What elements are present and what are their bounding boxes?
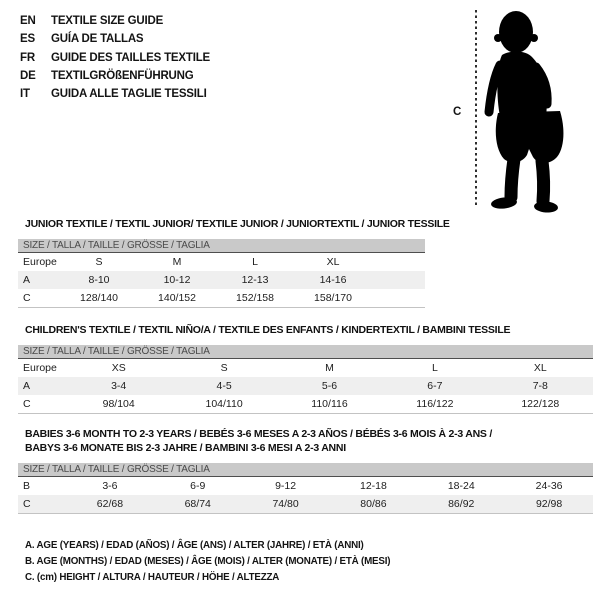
cell-value: 6-9 xyxy=(190,480,206,492)
cell-value: 5-6 xyxy=(321,380,338,392)
cell-value: XL xyxy=(533,362,547,374)
footnote: C. (cm) HEIGHT / ALTURA / HAUTEUR / HÖHE / ALTEZZA xyxy=(25,572,280,583)
row-label: A xyxy=(23,380,31,392)
cell-value: 128/140 xyxy=(80,292,118,304)
cell-value: M xyxy=(172,256,182,268)
cell-value: 86/92 xyxy=(448,498,475,510)
footnote: B. AGE (MONTHS) / EDAD (MESES) / ÂGE (MOIS) / ALTER (MONATE) / ETÀ (MESI) xyxy=(25,556,391,567)
cell-value: 62/68 xyxy=(96,498,124,510)
table-rows xyxy=(18,253,425,308)
language-title: TEXTILE SIZE GUIDE xyxy=(51,15,164,27)
height-measure-dashed-line xyxy=(475,10,477,208)
cell-value: 3-6 xyxy=(102,480,118,492)
footnote: A. AGE (YEARS) / EDAD (AÑOS) / ÂGE (ANS) / ALTER (JAHRE) / ETÀ (ANNI) xyxy=(25,540,364,551)
table-row xyxy=(18,495,593,513)
section-title: JUNIOR TEXTILE / TEXTIL JUNIOR/ TEXTILE JUNIOR / JUNIORTEXTIL / JUNIOR TESSILE xyxy=(25,218,450,230)
cell-value: 92/98 xyxy=(535,498,563,510)
language-code: FR xyxy=(20,51,35,64)
cell-value: 68/74 xyxy=(184,498,211,510)
cell-value: 98/104 xyxy=(102,398,135,410)
section-title: CHILDREN'S TEXTILE / TEXTIL NIÑO/A / TEXTILE DES ENFANTS / KINDERTEXTIL / BAMBINI TESSILE xyxy=(25,324,511,336)
language-row xyxy=(20,30,210,48)
language-row xyxy=(20,49,210,67)
language-title: GUÍA DE TALLAS xyxy=(51,33,144,46)
cell-value: XL xyxy=(326,256,340,268)
table-row xyxy=(18,395,593,413)
height-measure-label: C xyxy=(453,106,462,118)
baby-silhouette-icon xyxy=(484,9,569,214)
footnotes xyxy=(25,538,390,586)
size-header-bar: SIZE / TALLA / TAILLE / GRÖSSE / TAGLIA xyxy=(18,463,593,477)
cell-value: 9-12 xyxy=(275,480,297,492)
cell-value: 3-4 xyxy=(111,380,127,392)
cell-value: 140/152 xyxy=(158,292,196,304)
cell-value: 152/158 xyxy=(236,292,274,304)
filler-cell xyxy=(372,271,425,289)
language-title: TEXTILGRÖßENFÜHRUNG xyxy=(51,69,194,82)
cell-value: 8-10 xyxy=(88,274,110,286)
cell-value: 122/128 xyxy=(521,398,560,410)
row-label: B xyxy=(23,480,31,492)
language-row xyxy=(20,67,210,85)
cell-value: S xyxy=(95,256,103,268)
cell-value: 4-5 xyxy=(216,380,232,392)
table-rows xyxy=(18,359,593,414)
filler-cell xyxy=(372,253,425,271)
table-rows xyxy=(18,477,593,514)
cell-value: 7-8 xyxy=(532,380,548,392)
section-title: BABYS 3-6 MONATE BIS 2-3 JAHRE / BAMBINI 3-6 MESI A 2-3 ANNI xyxy=(25,442,346,454)
cell-value: 104/110 xyxy=(205,398,243,410)
baby-figure-area xyxy=(450,6,596,214)
table-row xyxy=(18,477,593,495)
row-label: Europe xyxy=(23,256,57,268)
size-tables xyxy=(18,217,596,514)
language-code: ES xyxy=(20,33,35,46)
language-title: GUIDE DES TAILLES TEXTILE xyxy=(51,51,210,64)
language-code: DE xyxy=(20,69,36,82)
row-label: C xyxy=(23,498,31,510)
size-section-junior xyxy=(18,217,596,308)
cell-value: 12-18 xyxy=(359,480,387,492)
table-row xyxy=(18,289,425,307)
row-label: C xyxy=(23,292,31,304)
size-header-bar: SIZE / TALLA / TAILLE / GRÖSSE / TAGLIA xyxy=(18,239,425,253)
language-header xyxy=(20,12,210,103)
cell-value: 74/80 xyxy=(272,498,299,510)
cell-value: 14-16 xyxy=(319,274,347,286)
row-label: Europe xyxy=(23,362,57,374)
size-header-bar: SIZE / TALLA / TAILLE / GRÖSSE / TAGLIA xyxy=(18,345,593,359)
table-row xyxy=(18,359,593,377)
language-title: GUIDA ALLE TAGLIE TESSILI xyxy=(51,88,207,101)
cell-value: 6-7 xyxy=(427,380,443,392)
cell-value: XS xyxy=(111,362,126,374)
table-row xyxy=(18,377,593,395)
language-code: IT xyxy=(20,88,30,101)
cell-value: 80/86 xyxy=(360,498,387,510)
cell-value: 110/116 xyxy=(311,398,348,410)
row-label: A xyxy=(23,274,31,286)
cell-value: 24-36 xyxy=(535,480,563,492)
language-row xyxy=(20,85,210,103)
cell-value: L xyxy=(431,362,438,374)
cell-value: S xyxy=(220,362,228,374)
size-section-babies xyxy=(18,427,596,514)
language-code: EN xyxy=(20,15,36,27)
filler-cell xyxy=(372,289,425,307)
table-row xyxy=(18,253,425,271)
section-title: BABIES 3-6 MONTH TO 2-3 YEARS / BEBÉS 3-6 MESES A 2-3 AÑOS / BÉBÉS 3-6 MOIS À 2-3 ANS / xyxy=(25,428,493,440)
row-label: C xyxy=(23,398,31,410)
table-row xyxy=(18,271,425,289)
cell-value: 18-24 xyxy=(447,480,475,492)
cell-value: 116/122 xyxy=(416,398,454,410)
cell-value: L xyxy=(252,256,258,268)
language-row xyxy=(20,12,210,30)
cell-value: 158/170 xyxy=(314,292,352,304)
cell-value: 10-12 xyxy=(163,274,191,286)
cell-value: M xyxy=(325,362,334,374)
size-section-children xyxy=(18,323,596,414)
cell-value: 12-13 xyxy=(241,274,269,286)
